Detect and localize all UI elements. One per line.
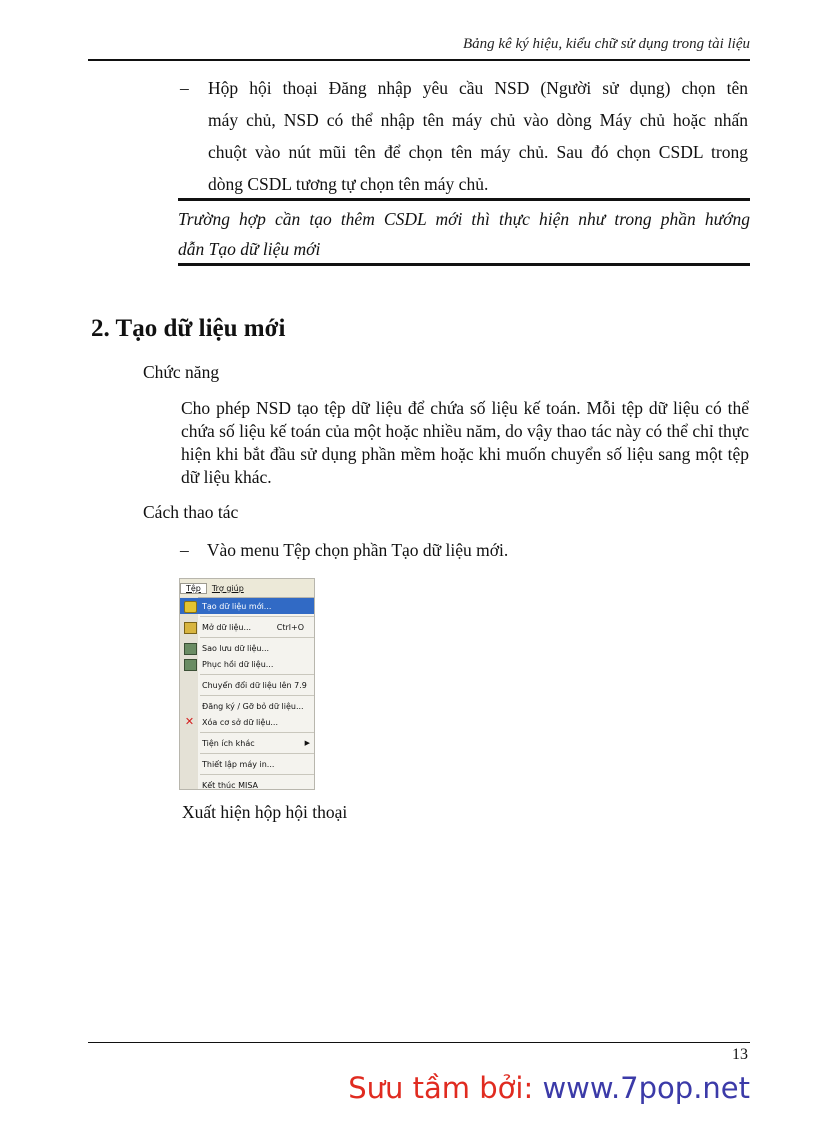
menu-item-label: Chuyển đổi dữ liệu lên 7.9	[202, 680, 307, 690]
watermark-prefix: Sưu tầm bởi:	[348, 1071, 534, 1105]
menu-item-label: Thiết lập máy in...	[202, 759, 275, 769]
menu-bar	[180, 579, 314, 598]
note-rule-bottom	[178, 263, 750, 266]
menu-item-backup[interactable]	[180, 640, 314, 656]
intro-bullet	[180, 72, 748, 200]
section-title: 2. Tạo dữ liệu mới	[91, 315, 286, 342]
menu-item-register[interactable]	[180, 698, 314, 714]
menu-item-label: Phục hồi dữ liệu...	[202, 659, 274, 669]
menu-separator	[200, 674, 314, 675]
menu-item-convert[interactable]	[180, 677, 314, 693]
intro-line-3: chuột vào nút mũi tên để chọn tên máy chủ. Sau đó chọn CSDL trong	[208, 142, 748, 162]
step-dash: –	[180, 540, 189, 560]
menu-separator	[200, 732, 314, 733]
note-box	[178, 204, 750, 264]
menu-separator	[200, 616, 314, 617]
backup-icon	[184, 643, 197, 655]
submenu-arrow-icon: ▶	[304, 739, 310, 747]
restore-icon	[184, 659, 197, 671]
menu-separator	[200, 753, 314, 754]
header-rule	[88, 59, 750, 61]
intro-line-2: máy chủ, NSD có thể nhập tên máy chủ vào dòng Máy chủ hoặc nhấn	[208, 110, 748, 130]
menu-item-label: Xóa cơ sở dữ liệu...	[202, 717, 279, 727]
menu-separator	[200, 637, 314, 638]
page-number: 13	[732, 1046, 748, 1063]
file-menu-screenshot	[179, 578, 315, 790]
menu-item-printer-setup[interactable]	[180, 756, 314, 772]
open-folder-icon	[184, 622, 197, 634]
step-text: Vào menu Tệp chọn phần Tạo dữ liệu mới.	[206, 540, 509, 560]
menu-item-label: Đăng ký / Gỡ bỏ dữ liệu...	[202, 701, 304, 711]
note-rule-top	[178, 198, 750, 201]
menu-item-exit[interactable]	[180, 777, 314, 793]
running-header: Bảng kê ký hiệu, kiểu chữ sử dụng trong tài liệu	[463, 36, 750, 52]
menu-item-label: Mở dữ liệu...	[202, 622, 252, 632]
intro-line-1: Hộp hội thoại Đăng nhập yêu cầu NSD (Người sử dụng) chọn tên	[208, 78, 748, 98]
menu-tab-help[interactable]: Trợ giúp	[211, 583, 244, 593]
menu-item-utilities[interactable]	[180, 735, 314, 751]
function-paragraph: Cho phép NSD tạo tệp dữ liệu để chứa số liệu kế toán. Mỗi tệp dữ liệu có thể chứa số liệu kế toán của một hoặc nhiều năm, do vậy thao tác này có thể chỉ thực hiện khi bắt đầu sử dụng phần mềm hoặc khi muốn chuyển số liệu sang một tệp dữ liệu khác.	[181, 398, 749, 487]
menu-item-restore[interactable]	[180, 656, 314, 672]
menu-item-label: Tạo dữ liệu mới...	[202, 601, 272, 611]
menu-item-label: Tiện ích khác	[202, 738, 255, 748]
menu-item-shortcut: Ctrl+O	[276, 622, 304, 632]
watermark-site: www.7pop.net	[542, 1071, 750, 1105]
after-caption: Xuất hiện hộp hội thoại	[182, 802, 348, 822]
function-label: Chức năng	[143, 362, 220, 382]
menu-item-label: Kết thúc MISA	[202, 780, 259, 790]
delete-x-icon: ✕	[184, 715, 195, 728]
howto-label: Cách thao tác	[143, 502, 239, 522]
bullet-dash: –	[180, 78, 189, 98]
menu-separator	[200, 774, 314, 775]
menu-list	[180, 598, 314, 793]
step-item	[180, 540, 508, 561]
watermark	[348, 1071, 750, 1105]
menu-item-new-data[interactable]	[180, 598, 314, 614]
menu-item-delete-db[interactable]	[180, 714, 314, 730]
menu-separator	[200, 695, 314, 696]
new-data-icon	[184, 601, 197, 613]
footer-rule	[88, 1042, 750, 1043]
menu-tab-file[interactable]: Tệp	[180, 583, 207, 594]
menu-item-open-data[interactable]	[180, 619, 314, 635]
note-line-2: dẫn Tạo dữ liệu mới	[178, 239, 321, 259]
note-line-1: Trường hợp cần tạo thêm CSDL mới thì thực hiện như trong phần hướng	[178, 209, 750, 229]
menu-item-label: Sao lưu dữ liệu...	[202, 643, 270, 653]
intro-line-4: dòng CSDL tương tự chọn tên máy chủ.	[208, 174, 489, 194]
intro-text	[180, 72, 748, 200]
